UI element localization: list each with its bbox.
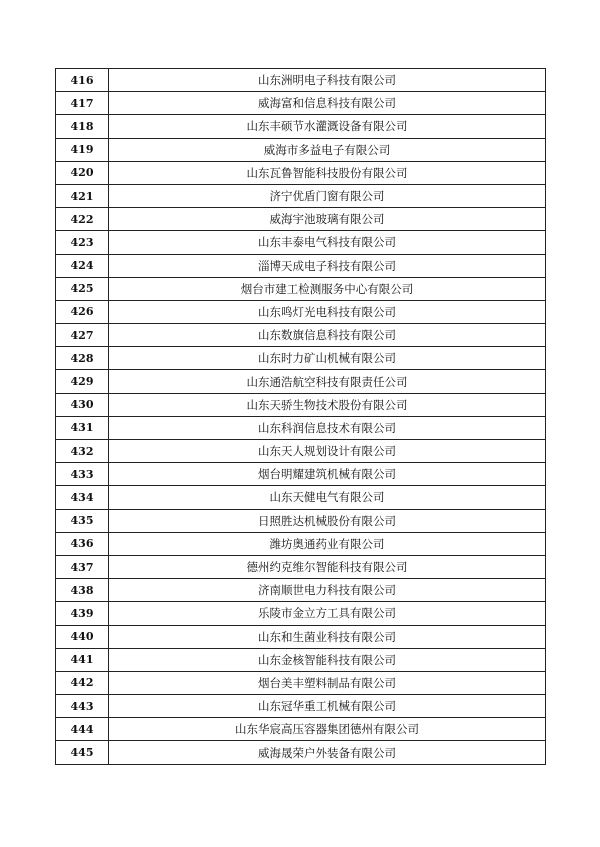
table-row bbox=[56, 602, 546, 625]
table-row bbox=[56, 625, 546, 648]
company-name: 济宁优盾门窗有限公司 bbox=[109, 184, 546, 207]
table-row bbox=[56, 231, 546, 254]
company-name: 威海晟荣户外装备有限公司 bbox=[109, 741, 546, 764]
company-name: 日照胜达机械股份有限公司 bbox=[109, 509, 546, 532]
row-number: 444 bbox=[56, 718, 109, 741]
company-name: 威海宇池玻璃有限公司 bbox=[109, 208, 546, 231]
table-row bbox=[56, 277, 546, 300]
row-number: 436 bbox=[56, 532, 109, 555]
table-row bbox=[56, 324, 546, 347]
row-number: 433 bbox=[56, 463, 109, 486]
table-row bbox=[56, 161, 546, 184]
table-row bbox=[56, 300, 546, 323]
row-number: 437 bbox=[56, 555, 109, 578]
row-number: 440 bbox=[56, 625, 109, 648]
company-name: 山东科润信息技术有限公司 bbox=[109, 416, 546, 439]
company-list-table bbox=[55, 68, 546, 765]
row-number: 416 bbox=[56, 69, 109, 92]
row-number: 439 bbox=[56, 602, 109, 625]
table-row bbox=[56, 254, 546, 277]
table-row bbox=[56, 718, 546, 741]
company-name: 山东洲明电子科技有限公司 bbox=[109, 69, 546, 92]
company-name: 山东数旗信息科技有限公司 bbox=[109, 324, 546, 347]
company-name: 威海市多益电子有限公司 bbox=[109, 138, 546, 161]
company-name: 山东金核智能科技有限公司 bbox=[109, 648, 546, 671]
table-body bbox=[56, 69, 546, 765]
company-name: 威海富和信息科技有限公司 bbox=[109, 92, 546, 115]
table-row bbox=[56, 440, 546, 463]
table-row bbox=[56, 393, 546, 416]
company-name: 山东通浩航空科技有限责任公司 bbox=[109, 370, 546, 393]
table-row bbox=[56, 509, 546, 532]
company-name: 德州约克维尔智能科技有限公司 bbox=[109, 555, 546, 578]
table-row bbox=[56, 115, 546, 138]
company-name: 山东天人规划设计有限公司 bbox=[109, 440, 546, 463]
company-name: 山东和生菌业科技有限公司 bbox=[109, 625, 546, 648]
row-number: 430 bbox=[56, 393, 109, 416]
row-number: 434 bbox=[56, 486, 109, 509]
table-row bbox=[56, 138, 546, 161]
table-row bbox=[56, 463, 546, 486]
company-name: 山东天健电气有限公司 bbox=[109, 486, 546, 509]
table-row bbox=[56, 184, 546, 207]
table-row bbox=[56, 555, 546, 578]
row-number: 418 bbox=[56, 115, 109, 138]
row-number: 431 bbox=[56, 416, 109, 439]
company-name: 济南顺世电力科技有限公司 bbox=[109, 579, 546, 602]
company-name: 烟台美丰塑料制品有限公司 bbox=[109, 671, 546, 694]
row-number: 424 bbox=[56, 254, 109, 277]
row-number: 417 bbox=[56, 92, 109, 115]
company-name: 乐陵市金立方工具有限公司 bbox=[109, 602, 546, 625]
row-number: 443 bbox=[56, 695, 109, 718]
row-number: 442 bbox=[56, 671, 109, 694]
company-name: 山东天骄生物技术股份有限公司 bbox=[109, 393, 546, 416]
row-number: 422 bbox=[56, 208, 109, 231]
row-number: 426 bbox=[56, 300, 109, 323]
row-number: 445 bbox=[56, 741, 109, 764]
table-row bbox=[56, 532, 546, 555]
table-row bbox=[56, 671, 546, 694]
table-row bbox=[56, 92, 546, 115]
company-name: 烟台明耀建筑机械有限公司 bbox=[109, 463, 546, 486]
company-name: 山东瓦鲁智能科技股份有限公司 bbox=[109, 161, 546, 184]
company-name: 山东丰泰电气科技有限公司 bbox=[109, 231, 546, 254]
table-row bbox=[56, 486, 546, 509]
row-number: 427 bbox=[56, 324, 109, 347]
company-name: 山东丰硕节水灌溉设备有限公司 bbox=[109, 115, 546, 138]
row-number: 441 bbox=[56, 648, 109, 671]
row-number: 425 bbox=[56, 277, 109, 300]
table-row bbox=[56, 347, 546, 370]
company-name: 烟台市建工检测服务中心有限公司 bbox=[109, 277, 546, 300]
row-number: 432 bbox=[56, 440, 109, 463]
table-row bbox=[56, 69, 546, 92]
row-number: 438 bbox=[56, 579, 109, 602]
table-row bbox=[56, 579, 546, 602]
row-number: 428 bbox=[56, 347, 109, 370]
row-number: 435 bbox=[56, 509, 109, 532]
company-name: 山东冠华重工机械有限公司 bbox=[109, 695, 546, 718]
company-name: 山东时力矿山机械有限公司 bbox=[109, 347, 546, 370]
table-row bbox=[56, 695, 546, 718]
row-number: 419 bbox=[56, 138, 109, 161]
row-number: 429 bbox=[56, 370, 109, 393]
row-number: 420 bbox=[56, 161, 109, 184]
row-number: 423 bbox=[56, 231, 109, 254]
company-name: 淄博天成电子科技有限公司 bbox=[109, 254, 546, 277]
table-row bbox=[56, 208, 546, 231]
table-row bbox=[56, 741, 546, 764]
company-name: 山东华宸高压容器集团德州有限公司 bbox=[109, 718, 546, 741]
company-name: 山东鸣灯光电科技有限公司 bbox=[109, 300, 546, 323]
company-name: 潍坊奥通药业有限公司 bbox=[109, 532, 546, 555]
table-row bbox=[56, 370, 546, 393]
table-row bbox=[56, 648, 546, 671]
table-row bbox=[56, 416, 546, 439]
row-number: 421 bbox=[56, 184, 109, 207]
